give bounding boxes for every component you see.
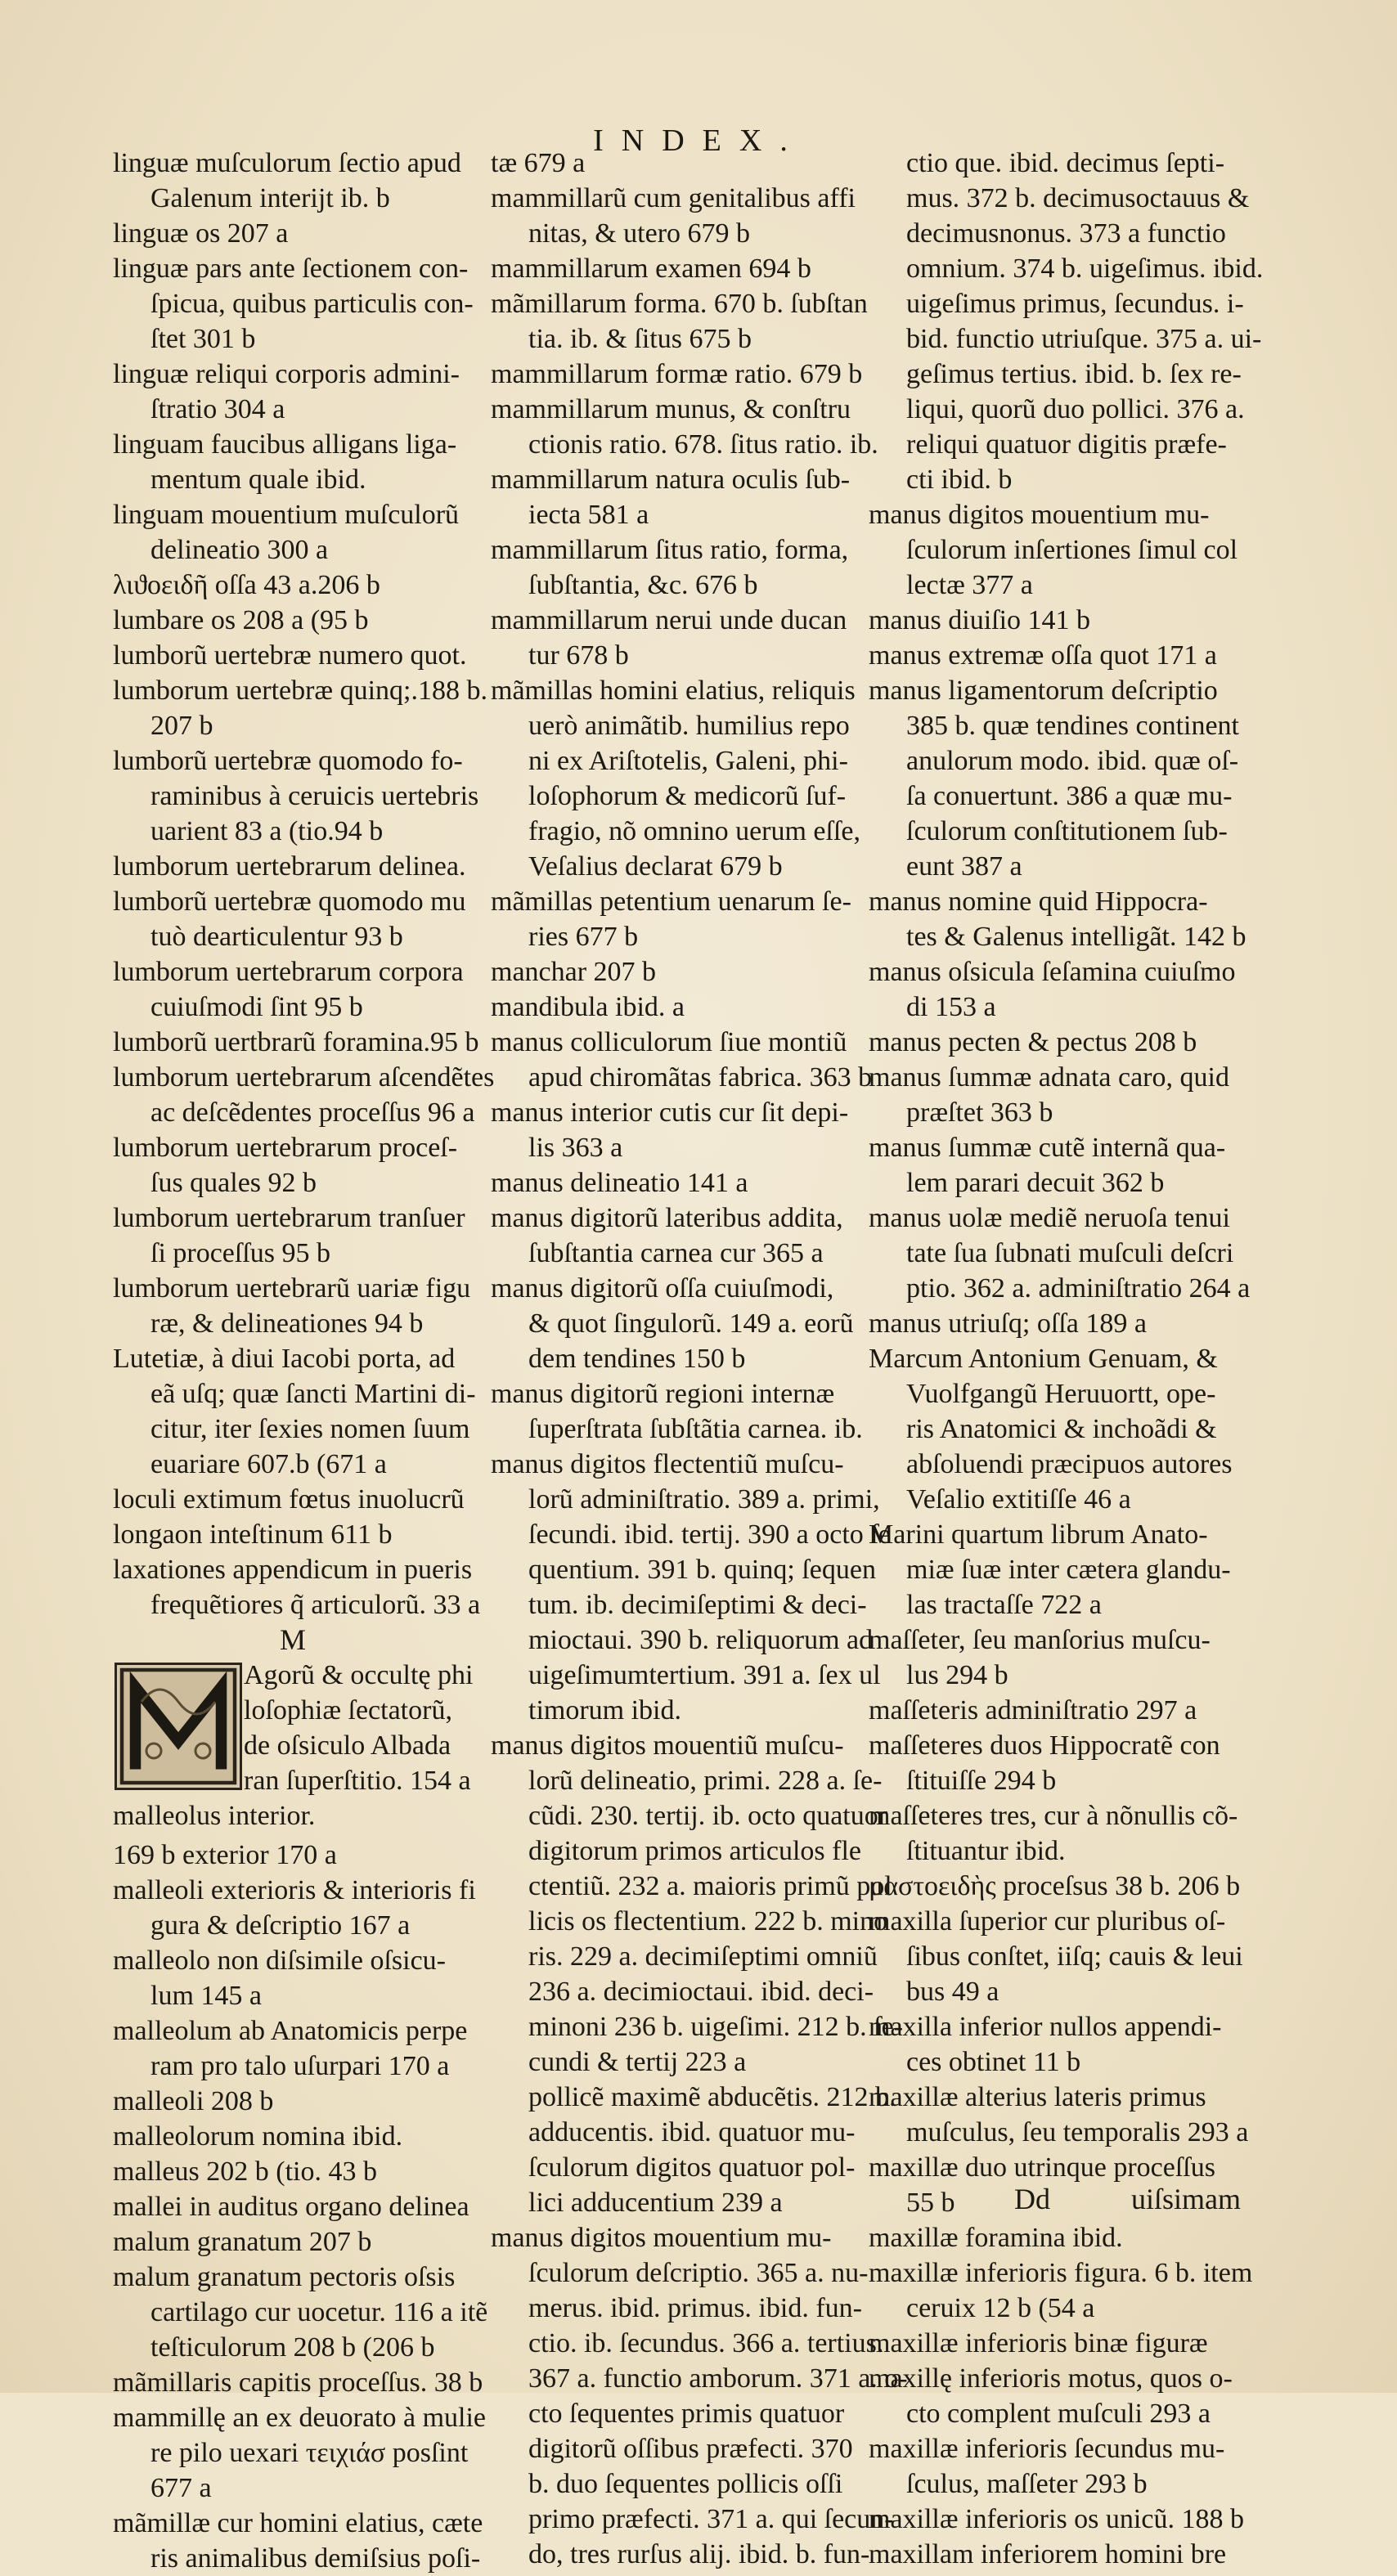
index-entry-line: cto complent muſculi 293 a — [906, 2399, 1211, 2429]
index-entry-line: mammillarum formæ ratio. 679 b — [491, 359, 863, 389]
index-entry-line: Agorũ & occultę phi — [244, 1660, 474, 1690]
index-entry-line: do, tres rurſus alij. ibid. b. fun- — [528, 2539, 870, 2569]
index-entry-line: eã uſq; quæ ſancti Martini di- — [150, 1379, 476, 1409]
index-entry-line: ſtratio 304 a — [150, 394, 285, 424]
index-entry-line: tate ſua ſubnati muſculi deſcri — [906, 1238, 1234, 1268]
index-entry-line: tæ 679 a — [491, 148, 586, 178]
index-entry-line: maxillæ duo utrinque proceſſus — [869, 2152, 1215, 2183]
signature-mark: Dd — [1014, 2183, 1050, 2215]
index-entry-line: loſophiæ ſectatorũ, — [244, 1695, 452, 1726]
index-entry-line: 385 b. quæ tendines continent — [906, 711, 1240, 741]
index-entry-line: ſculus, maſſeter 293 b — [906, 2469, 1148, 2499]
index-column-1 — [113, 146, 495, 2576]
index-entry-line: gura & deſcriptio 167 a — [150, 1910, 411, 1941]
index-entry-line: apud chiromãtas fabrica. 363 b — [528, 1062, 873, 1093]
index-entry-line: reliqui quatuor digitis præfe- — [906, 429, 1227, 460]
index-entry-line: lumborum uertebrarum delinea. — [113, 851, 466, 882]
index-entry-line: ram pro talo uſurpari 170 a — [150, 2051, 450, 2081]
index-entry-line: cto ſequentes primis quatuor — [528, 2399, 845, 2429]
index-entry-line: tuò dearticulentur 93 b — [150, 922, 403, 952]
index-entry-line: lumbare os 208 a (95 b — [113, 605, 369, 635]
index-entry-line: miæ ſuæ inter cætera glandu- — [906, 1555, 1231, 1585]
index-entry-line: ræ, & delineationes 94 b — [150, 1308, 424, 1339]
index-entry-line: fragio, nõ omnino uerum eſſe, — [528, 816, 861, 846]
index-column-2 — [491, 146, 908, 2572]
index-entry-line: ac deſcẽdentes proceſſus 96 a — [150, 1097, 475, 1128]
index-entry-line: lumborum uertebræ quinq;.188 b. — [113, 675, 488, 706]
index-entry-line: cti ibid. b — [906, 464, 1013, 495]
index-entry-line: Vuolfgangũ Heruuortt, ope- — [906, 1379, 1216, 1409]
index-entry-line: linguæ os 207 a — [113, 218, 289, 249]
index-entry-line: mãmillas homini elatius, reliquis — [491, 675, 856, 706]
index-entry-line: ctionis ratio. 678. ſitus ratio. ib. — [528, 429, 878, 460]
index-entry-line: ſculorum conſtitutionem ſub- — [906, 816, 1228, 846]
index-entry-line: cuiuſmodi ſint 95 b — [150, 992, 363, 1022]
index-entry-line: muſculus, ſeu temporalis 293 a — [906, 2117, 1249, 2147]
index-entry-line: ſubſtantia, &c. 676 b — [528, 570, 758, 600]
index-entry-line: ſubſtantia carnea cur 365 a — [528, 1238, 824, 1268]
index-entry-line: laxationes appendicum in pueris — [113, 1555, 473, 1585]
index-entry-line: ran ſuperſtitio. 154 a — [244, 1766, 471, 1796]
index-entry-line: las tractaſſe 722 a — [906, 1590, 1102, 1620]
index-entry-line: malleolum ab Anatomicis perpe — [113, 2016, 468, 2046]
index-entry-line: mãmillas petentium uenarum ſe- — [491, 886, 851, 917]
index-entry-line: lus 294 b — [906, 1660, 1008, 1690]
index-entry-line: mallei in auditus organo delinea — [113, 2192, 469, 2222]
index-entry-line: mentum quale ibid. — [150, 464, 366, 495]
index-entry-line: minoni 236 b. uigeſimi. 212 b. ſe- — [528, 2012, 904, 2042]
index-entry-line: maxilla inferior nullos appendi- — [869, 2012, 1222, 2042]
index-entry-line: lorũ adminiſtratio. 389 a. primi, — [528, 1484, 880, 1515]
index-entry-line: delineatio 300 a — [150, 535, 329, 565]
index-entry-line: malleoli 208 b — [113, 2086, 274, 2116]
index-entry-line: ni ex Ariſtotelis, Galeni, phi- — [528, 746, 848, 776]
index-entry-line: malleolorum nomina ibid. — [113, 2121, 403, 2152]
index-entry-line: ries 677 b — [528, 922, 639, 952]
index-entry-line: uigeſimus primus, ſecundus. i- — [906, 289, 1244, 319]
index-entry-line: 55 b — [906, 2188, 955, 2218]
index-entry-line: lumborũ uertebræ numero quot. — [113, 640, 467, 671]
index-entry-line: adducentis. ibid. quatuor mu- — [528, 2117, 856, 2147]
index-entry-line: ctentiũ. 232 a. maioris primũ pol — [528, 1871, 892, 1901]
index-entry-line: iecta 581 a — [528, 500, 649, 530]
index-entry-line: malum granatum pectoris oſsis — [113, 2262, 456, 2292]
page-header: INDEX. — [593, 123, 806, 158]
index-entry-line: maxillæ inferioris os unicũ. 188 b — [869, 2504, 1244, 2534]
decorated-initial-block — [113, 1658, 473, 1838]
index-entry-line: ſi proceſſus 95 b — [150, 1238, 331, 1268]
index-entry-line: mammillarum nerui unde ducan — [491, 605, 847, 635]
index-entry-line: geſimus tertius. ibid. b. ſex re- — [906, 359, 1242, 389]
index-entry-line: manus digitos mouentium mu- — [869, 500, 1210, 530]
index-entry-line: lorũ delineatio, primi. 228 a. ſe- — [528, 1766, 883, 1796]
index-entry-line: Veſalio extitiſſe 46 a — [906, 1484, 1131, 1515]
index-entry-line: linguæ pars ante ſectionem con- — [113, 254, 469, 284]
index-entry-line: ceruix 12 b (54 a — [906, 2293, 1095, 2323]
index-entry-line: malleoli exterioris & interioris fi — [113, 1875, 476, 1905]
index-entry-line: malleolo non diſsimile oſsicu- — [113, 1945, 447, 1976]
index-entry-line: mammillarum ſitus ratio, forma, — [491, 535, 849, 565]
index-entry-line: mammillarum natura oculis ſub- — [491, 464, 851, 495]
index-entry-line: ris. 229 a. decimiſeptimi omniũ — [528, 1941, 878, 1972]
index-entry-line: ſculorum digitos quatuor pol- — [528, 2152, 856, 2183]
index-entry-line: malleolus interior. — [113, 1801, 316, 1831]
index-entry-line: manus interior cutis cur ſit depi- — [491, 1097, 849, 1128]
index-entry-line: maſſeteres duos Hippocratẽ con — [869, 1730, 1220, 1761]
index-entry-line: raminibus à ceruicis uertebris — [150, 781, 479, 811]
index-entry-line: mioctaui. 390 b. reliquorum ad — [528, 1625, 874, 1655]
index-entry-line: maxillæ inferioris binæ figuræ — [869, 2328, 1208, 2358]
index-entry-line: loculi extimum fœtus inuolucrũ — [113, 1484, 465, 1515]
index-entry-line: lis 363 a — [528, 1133, 623, 1163]
index-entry-line: maſſeteris adminiſtratio 297 a — [869, 1695, 1197, 1726]
index-entry-line: manus ſummæ cutẽ internã qua- — [869, 1133, 1226, 1163]
index-entry-line: manus ligamentorum deſcriptio — [869, 675, 1218, 706]
index-entry-line: lumborum uertebrarum aſcendẽtes — [113, 1062, 495, 1093]
index-entry-line: digitorum primos articulos fle — [528, 1836, 861, 1866]
index-entry-line: lem parari decuit 362 b — [906, 1168, 1165, 1198]
page-footer — [1014, 2182, 1314, 2216]
index-entry-line: manus diuiſio 141 b — [869, 605, 1091, 635]
index-entry-line: præſtet 363 b — [906, 1097, 1053, 1128]
index-entry-line: digitorũ oſſibus præfecti. 370 — [528, 2434, 853, 2464]
index-entry-line: ſculorum inſertiones ſimul col — [906, 535, 1238, 565]
index-entry-line: ſuperſtrata ſubſtãtia carnea. ib. — [528, 1414, 863, 1444]
decorated-initial-m-icon — [115, 1663, 242, 1790]
index-entry-line: mammillarũ cum genitalibus affi — [491, 183, 856, 213]
index-entry-line: lumborũ uertebræ quomodo mu — [113, 886, 466, 917]
index-entry-line: mammillarum examen 694 b — [491, 254, 811, 284]
index-entry-line: licis os flectentium. 222 b. mino — [528, 1906, 888, 1936]
index-entry-line: ſibus conſtet, iiſq; cauis & leui — [906, 1941, 1243, 1972]
index-entry-line: uarient 83 a (tio.94 b — [150, 816, 384, 846]
index-entry-line: 236 a. decimioctaui. ibid. deci- — [528, 1977, 874, 2007]
index-entry-line: ſa conuertunt. 386 a quæ mu- — [906, 781, 1233, 811]
index-entry-line: longaon inteſtinum 611 b — [113, 1519, 393, 1550]
index-entry-line: ſecundi. ibid. tertij. 390 a octo ſe — [528, 1519, 891, 1550]
index-entry-line: malleus 202 b (tio. 43 b — [113, 2156, 377, 2187]
index-entry-line: re pilo uexari τειχιάσ posſint — [150, 2438, 469, 2468]
index-entry-line: mãmillaris capitis proceſſus. 38 b — [113, 2367, 483, 2398]
index-entry-line: lumborũ uertebræ quomodo fo- — [113, 746, 463, 776]
index-entry-line: mammillę an ex deuorato à mulie — [113, 2403, 487, 2433]
index-entry-line: lumborum uertebrarum tranſuer — [113, 1203, 465, 1233]
index-entry-line: tia. ib. & ſitus 675 b — [528, 324, 752, 354]
index-entry-line: maxillam inferiorem homini bre — [869, 2539, 1227, 2569]
index-entry-line: pollicẽ maximẽ abducẽtis. 212 b. — [528, 2082, 896, 2112]
index-entry-line: mus. 372 b. decimusoctauus & — [906, 183, 1250, 213]
index-entry-line: manus ſummæ adnata caro, quid — [869, 1062, 1229, 1093]
index-entry-line: manus uolæ mediẽ neruoſa tenui — [869, 1203, 1230, 1233]
index-entry-line: maxilla ſuperior cur pluribus oſ- — [869, 1906, 1226, 1936]
section-letter-m: M — [279, 1623, 306, 1656]
index-entry-line: manus utriuſq; oſſa 189 a — [869, 1308, 1147, 1339]
index-entry-line: manus oſsicula ſeſamina cuiuſmo — [869, 957, 1236, 987]
index-entry-line: linguæ muſculorum ſectio apud — [113, 148, 461, 178]
index-entry-line: 677 a — [150, 2473, 212, 2503]
index-entry-line: λιϑοειδῆ oſſa 43 a.206 b — [113, 570, 380, 600]
index-entry-line: manchar 207 b — [491, 957, 657, 987]
index-entry-line: ſus quales 92 b — [150, 1168, 317, 1198]
index-entry-line: manus extremæ oſſa quot 171 a — [869, 640, 1217, 671]
index-entry-line: Marcum Antonium Genuam, & — [869, 1344, 1218, 1374]
index-entry-line: maxillæ foramina ibid. — [869, 2223, 1123, 2253]
index-entry-line: Galenum interijt ib. b — [150, 183, 390, 213]
index-entry-line: mãmillæ cur homini elatius, cæte — [113, 2508, 483, 2538]
index-entry-line: maxillæ inferioris ſecundus mu- — [869, 2434, 1225, 2464]
index-entry-line: uigeſimumtertium. 391 a. ſex ul — [528, 1660, 881, 1690]
index-entry-line: tes & Galenus intelligãt. 142 b — [906, 922, 1247, 952]
index-entry-line: mammillarum munus, & conſtru — [491, 394, 851, 424]
index-entry-line: maxillæ alterius lateris primus — [869, 2082, 1206, 2112]
index-entry-line: bus 49 a — [906, 1977, 999, 2007]
index-entry-line: Marini quartum librum Anato- — [869, 1519, 1208, 1550]
index-entry-line: mãmillarum forma. 670 b. ſubſtan — [491, 289, 868, 319]
index-entry-line: lumborum uertebrarum proceſ- — [113, 1133, 458, 1163]
index-entry-line: manus digitos flectentiũ muſcu- — [491, 1449, 844, 1479]
index-entry-line: manus digitorũ oſſa cuiuſmodi, — [491, 1273, 834, 1304]
index-entry-line: Veſalius declarat 679 b — [528, 851, 783, 882]
index-entry-line: cundi & tertij 223 a — [528, 2047, 747, 2077]
index-entry-line: & quot ſingulorũ. 149 a. eorũ — [528, 1308, 854, 1339]
index-entry-line: μαστοειδὴς proceſsus 38 b. 206 b — [869, 1871, 1241, 1901]
index-entry-line: uerò animãtib. humilius repo — [528, 711, 850, 741]
index-entry-line: ces obtinet 11 b — [906, 2047, 1081, 2077]
index-entry-line: ſpicua, quibus particulis con- — [150, 289, 474, 319]
index-entry-line: euariare 607.b (671 a — [150, 1449, 387, 1479]
index-entry-line: teſticulorum 208 b (206 b — [150, 2332, 435, 2363]
index-entry-line: manus nomine quid Hippocra- — [869, 886, 1208, 917]
index-entry-line: frequẽtiores q̃ articulorũ. 33 a — [150, 1590, 481, 1620]
index-entry-line: maxillæ inferioris figura. 6 b. item — [869, 2258, 1253, 2288]
catchword: uiſsimam — [1131, 2183, 1241, 2215]
index-entry-line: tur 678 b — [528, 640, 629, 671]
index-entry-line: lumborum uertebrarum corpora — [113, 957, 464, 987]
index-entry-line: bid. functio utriuſque. 375 a. ui- — [906, 324, 1262, 354]
index-entry-line: citur, iter ſexies nomen ſuum — [150, 1414, 470, 1444]
index-entry-line: quentium. 391 b. quinq; ſequen — [528, 1555, 876, 1585]
index-entry-line: loſophorum & medicorũ ſuf- — [528, 781, 847, 811]
index-entry-line: manus digitos mouentiũ muſcu- — [491, 1730, 844, 1761]
index-entry-line: linguam mouentium muſculorũ — [113, 500, 460, 530]
index-entry-line: manus pecten & pectus 208 b — [869, 1027, 1197, 1057]
index-entry-line: manus digitos mouentium mu- — [491, 2223, 832, 2253]
index-entry-line: decimusnonus. 373 a functio — [906, 218, 1226, 249]
index-entry-line: 207 b — [150, 711, 213, 741]
index-entry-line: maſſeteres tres, cur à nõnullis cõ- — [869, 1801, 1238, 1831]
index-entry-line: tum. ib. decimiſeptimi & deci- — [528, 1590, 867, 1620]
index-entry-line: mandibula ibid. a — [491, 992, 685, 1022]
index-entry-line: dem tendines 150 b — [528, 1344, 746, 1374]
index-entry-line: ctio. ib. ſecundus. 366 a. tertius. — [528, 2328, 884, 2358]
index-entry-line: cũdi. 230. tertij. ib. octo quatuor — [528, 1801, 888, 1831]
index-entry-line: manus digitorũ regioni internæ — [491, 1379, 835, 1409]
index-entry-line: ſtet 301 b — [150, 324, 256, 354]
index-entry-line: Lutetiæ, à diui Iacobi porta, ad — [113, 1344, 456, 1374]
index-entry-line: lectæ 377 a — [906, 570, 1033, 600]
index-entry-line: lumborũ uertbrarũ foramina.95 b — [113, 1027, 479, 1057]
index-entry-line: manus colliculorum ſiue montiũ — [491, 1027, 847, 1057]
index-entry-line: ſculorum deſcriptio. 365 a. nu- — [528, 2258, 869, 2288]
index-entry-line: primo præfecti. 371 a. qui ſecun- — [528, 2504, 894, 2534]
index-entry-line: manus digitorũ lateribus addita, — [491, 1203, 843, 1233]
index-entry-line: ris Anatomici & inchoãdi & — [906, 1414, 1217, 1444]
index-entry-line: b. duo ſequentes pollicis oſſi — [528, 2469, 843, 2499]
index-entry-line: omnium. 374 b. uigeſimus. ibid. — [906, 254, 1264, 284]
index-entry-line: de oſsiculo Albada — [244, 1730, 451, 1761]
index-entry-line: cartilago cur uocetur. 116 a itẽ — [150, 2297, 488, 2327]
index-entry-line: ſtituiſſe 294 b — [906, 1766, 1057, 1796]
index-entry-line: maſſeter, ſeu manſorius muſcu- — [869, 1625, 1211, 1655]
index-entry-line: eunt 387 a — [906, 851, 1022, 882]
index-entry-line: lici adducentium 239 a — [528, 2188, 783, 2218]
index-entry-line: lum 145 a — [150, 1981, 262, 2011]
index-entry-line: anulorum modo. ibid. quæ oſ- — [906, 746, 1239, 776]
index-entry-line: ptio. 362 a. adminiſtratio 264 a — [906, 1273, 1251, 1304]
index-entry-line: liqui, quorũ duo pollici. 376 a. — [906, 394, 1245, 424]
index-entry-line: merus. ibid. primus. ibid. fun- — [528, 2293, 862, 2323]
index-entry-line: linguæ reliqui corporis admini- — [113, 359, 460, 389]
index-entry-line: nitas, & utero 679 b — [528, 218, 751, 249]
index-entry-line: ſtituantur ibid. — [906, 1836, 1066, 1866]
index-entry-line: 367 a. functio amborum. 371 a. o- — [528, 2363, 908, 2394]
index-entry-line: abſoluendi præcipuos autores — [906, 1449, 1233, 1479]
index-entry-line: malum granatum 207 b — [113, 2227, 372, 2257]
index-entry-line: ctio que. ibid. decimus ſepti- — [906, 148, 1225, 178]
index-entry-line: timorum ibid. — [528, 1695, 681, 1726]
index-entry-line: maxillę inferioris motus, quos o- — [869, 2363, 1233, 2394]
index-entry-line: lumborum uertebrarũ uariæ figu — [113, 1273, 471, 1304]
index-entry-line: linguam faucibus alligans liga- — [113, 429, 457, 460]
index-entry-line: 169 b exterior 170 a — [113, 1840, 337, 1870]
index-entry-line: ris animalibus demiſsius poſi- — [150, 2543, 481, 2574]
index-entry-line: di 153 a — [906, 992, 996, 1022]
index-entry-line: manus delineatio 141 a — [491, 1168, 748, 1198]
